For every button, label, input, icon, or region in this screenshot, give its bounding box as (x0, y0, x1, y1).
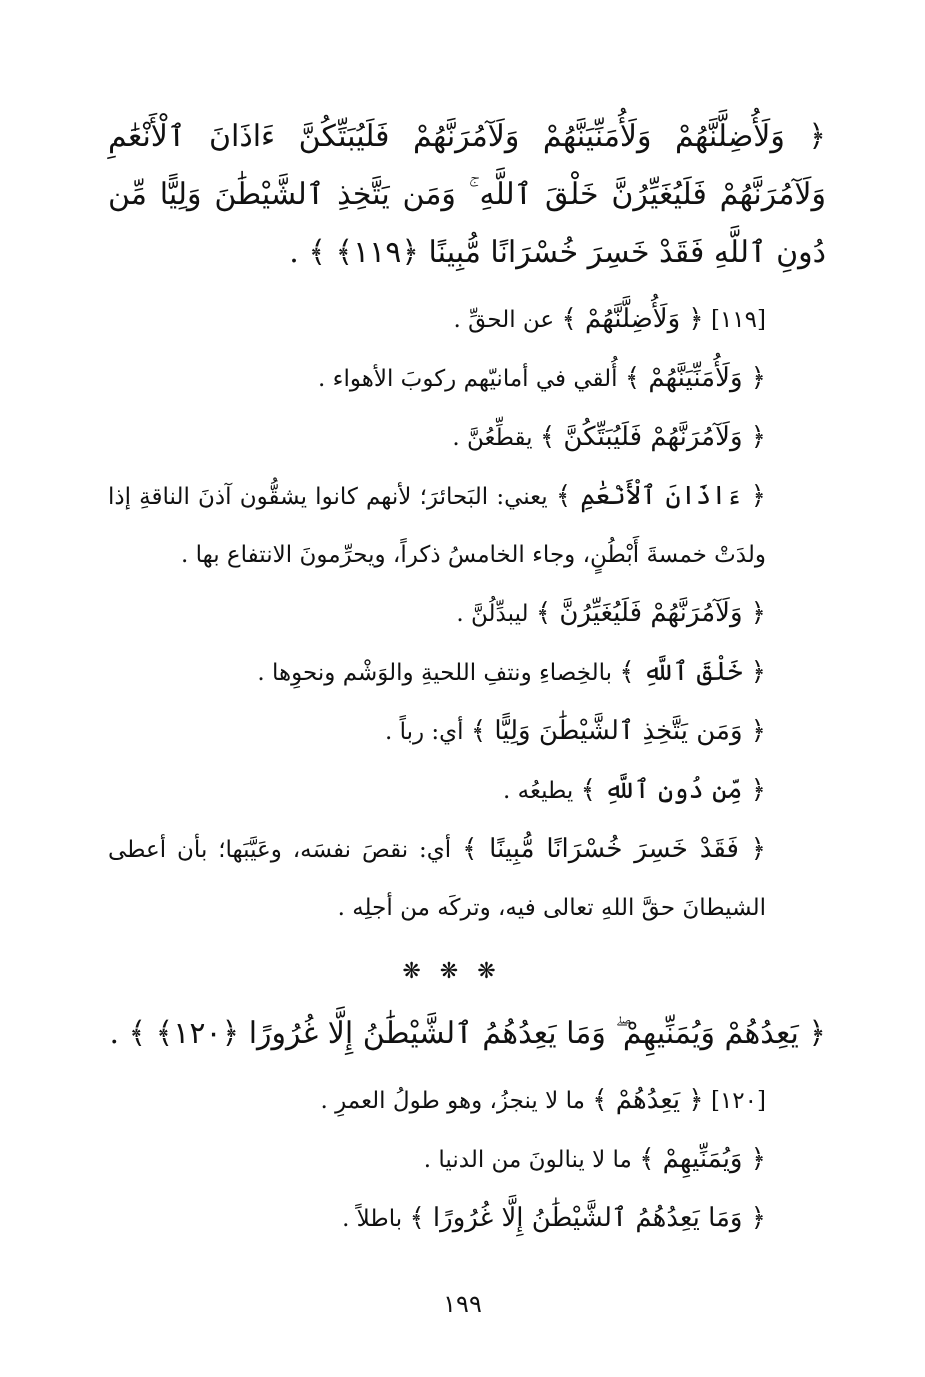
commentary-text: يطيعُه . (503, 778, 574, 804)
commentary-text: ما لا ينجزُ، وهو طولُ العمرِ . (320, 1088, 585, 1114)
commentary-text: أي: نقصَ نفسَه، وعَيَّبَها؛ بأن أعطى الشيطانَ حقَّ اللهِ تعالى فيه، وتركَه من أجلِه . (108, 837, 766, 921)
quran-quote: ﴿ وَلَآمُرَنَّهُمْ فَلَيُغَيِّرُنَّ ﴾ (535, 598, 766, 628)
commentary-119-4 (108, 467, 826, 584)
commentary-119-6 (108, 643, 826, 702)
quran-quote: ﴿ يَعِدُهُمْ ﴾ (592, 1085, 704, 1115)
quran-quote: ﴿ وَمَا يَعِدُهُمُ ٱلشَّيْطَٰنُ إِلَّا غُرُورًا ﴾ (409, 1203, 766, 1233)
page-number: ١٩٩ (443, 1290, 482, 1318)
commentary-119-7 (108, 702, 826, 761)
commentary-119-9 (108, 820, 826, 937)
quran-quote: ﴿ وَلَأُمَنِّيَنَّهُمْ ﴾ (624, 363, 766, 393)
commentary-120-1 (108, 1071, 826, 1130)
commentary-text: ما لا ينالونَ من الدنيا . (423, 1147, 632, 1173)
commentary-120-2 (108, 1130, 826, 1189)
commentary-119-5 (108, 584, 826, 643)
commentary-text: باطلاً . (342, 1206, 403, 1232)
commentary-119-3 (108, 408, 826, 467)
commentary-120-3 (108, 1189, 826, 1248)
quran-quote: ﴿ ءَاذَانَ ٱلْأَنْعَٰمِ ﴾ (555, 481, 767, 511)
quran-quote: ﴿ وَيُمَنِّيهِمْ ﴾ (639, 1144, 766, 1174)
quran-quote: ﴿ مِّن دُونِ ٱللَّهِ ﴾ (580, 775, 766, 805)
commentary-text: ليبدِّلُنَّ . (456, 601, 529, 627)
commentary-119-1 (108, 290, 826, 349)
verse-number: [١٢٠] (710, 1088, 766, 1114)
quran-quote: ﴿ وَمَن يَتَّخِذِ ٱلشَّيْطَٰنَ وَلِيًّا ﴾ (470, 716, 766, 746)
section-separator: ❋ ❋ ❋ (402, 959, 502, 984)
commentary-119-8 (108, 761, 826, 820)
verse-120: ﴿ يَعِدُهُمْ وَيُمَنِّيهِمْ ۖ وَمَا يَعِدُهُمُ ٱلشَّيْطَٰنُ إِلَّا غُرُورًا ﴿١٢٠﴾ ﴾ . (109, 1016, 826, 1051)
commentary-text: يقطِّعُنَّ . (452, 425, 533, 451)
quran-quote: ﴿ فَقَدْ خَسِرَ خُسْرَانًا مُّبِينًا ﴾ (462, 834, 766, 864)
commentary-text: بالخِصاءِ ونتفِ اللحيةِ والوَشْم ونحوِها . (257, 660, 613, 686)
verse-119: ﴿ وَلَأُضِلَّنَّهُمْ وَلَأُمَنِّيَنَّهُمْ وَلَآمُرَنَّهُمْ فَلَيُبَتِّكُنَّ ءَاذَانَ ٱلْأَنْعَٰمِ وَلَآمُرَنَّهُمْ فَلَيُغَيِّرُنَّ خَلْقَ ٱللَّهِ ۚ وَمَن يَتَّخِذِ ٱلشَّيْطَٰنَ وَلِيًّا مِّن دُونِ ٱللَّهِ فَقَدْ خَسِرَ خُسْرَانًا مُّبِينًا ﴿١١٩﴾ ﴾ . (108, 119, 826, 270)
commentary-text: يعني: البَحائرَ؛ لأنهم كانوا يشقُّون آذنَ الناقةِ إذا ولدَتْ خمسةَ أَبْطُنٍ، وجاء الخامسُ ذكراً، ويحرِّمونَ الانتفاع بها . (108, 484, 766, 568)
page-body (108, 108, 826, 1248)
commentary-text: أُلقي في أمانيّهم ركوبَ الأهواء . (318, 366, 618, 392)
quran-quote: ﴿ خَلْقَ ٱللَّهِ ﴾ (619, 657, 766, 687)
commentary-119-2 (108, 349, 826, 408)
quran-quote: ﴿ وَلَآمُرَنَّهُمْ فَلَيُبَتِّكُنَّ ﴾ (539, 422, 766, 452)
commentary-text: عن الحقِّ . (453, 307, 555, 333)
commentary-text: أي: رباً . (384, 719, 464, 745)
quran-quote: ﴿ وَلَأُضِلَّنَّهُمْ ﴾ (561, 304, 704, 334)
verse-number: [١١٩] (710, 307, 766, 333)
